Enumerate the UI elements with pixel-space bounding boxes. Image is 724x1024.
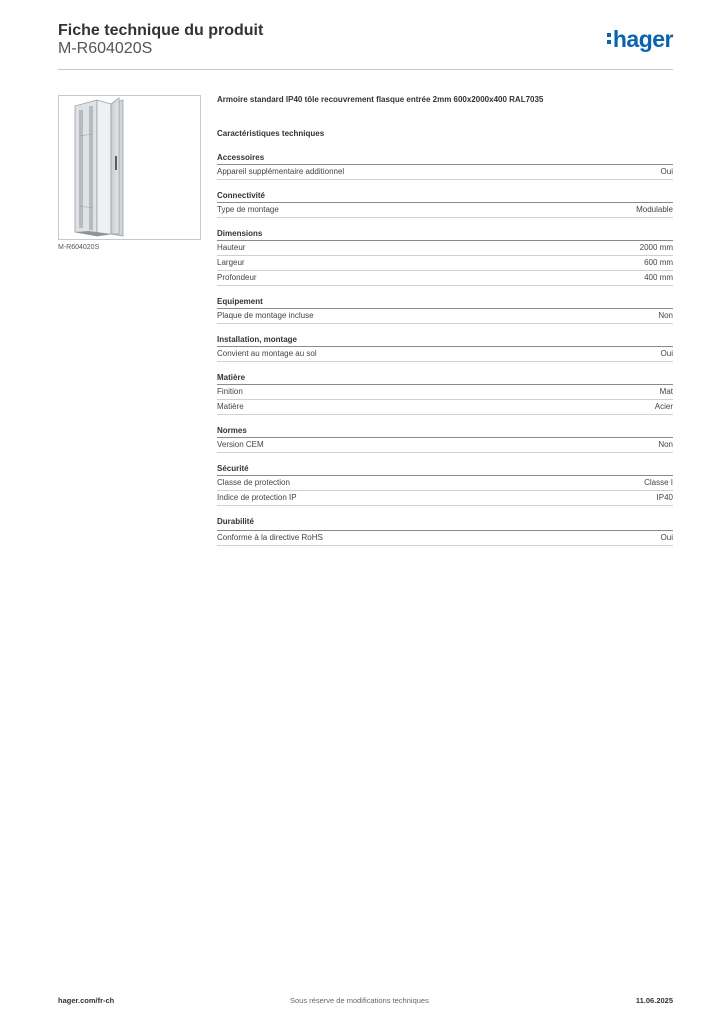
spec-value: Modulable (636, 205, 673, 214)
spec-value: Classe I (644, 478, 673, 487)
spec-group-normes (217, 424, 673, 453)
document-title: Fiche technique du produit (58, 22, 264, 39)
spec-row (217, 531, 673, 546)
footer-date: 11.06.2025 (635, 996, 673, 1005)
footer-notice: Sous réserve de modifications techniques (290, 996, 429, 1005)
spec-row (217, 400, 673, 415)
spec-label: Appareil supplémentaire additionnel (217, 167, 345, 176)
spec-value: 600 mm (644, 258, 673, 267)
spec-row (217, 476, 673, 491)
product-reference: M-R604020S (58, 40, 153, 57)
spec-group-matiere (217, 371, 673, 415)
spec-group-heading: Sécurité (217, 462, 673, 476)
spec-group-heading: Matière (217, 371, 673, 385)
spec-row (217, 438, 673, 453)
page-footer (58, 996, 673, 1012)
spec-group-heading: Accessoires (217, 151, 673, 165)
spec-value: Mat (659, 387, 673, 396)
specifications-title: Caractéristiques techniques (217, 129, 325, 138)
spec-value: Non (658, 440, 673, 449)
spec-label: Profondeur (217, 273, 257, 282)
spec-group-securite (217, 462, 673, 506)
spec-value: Oui (660, 167, 673, 176)
logo-colon-mark (607, 32, 611, 46)
spec-row (217, 491, 673, 506)
spec-row (217, 241, 673, 256)
spec-value: Non (658, 311, 673, 320)
spec-value: Acier (654, 402, 673, 411)
spec-value: IP40 (656, 493, 673, 502)
footer-website: hager.com/fr-ch (58, 996, 115, 1005)
spec-group-connectivite (217, 189, 673, 218)
hager-logo (607, 26, 673, 53)
spec-group-heading: Connectivité (217, 189, 673, 203)
spec-value: 2000 mm (639, 243, 673, 252)
product-description: Armoire standard IP40 tôle recouvrement flasque entrée 2mm 600x2000x400 RAL7035 (217, 95, 544, 104)
spec-label: Classe de protection (217, 478, 290, 487)
spec-row (217, 309, 673, 324)
spec-group-dimensions (217, 227, 673, 286)
spec-row (217, 271, 673, 286)
spec-row (217, 347, 673, 362)
spec-row (217, 203, 673, 218)
spec-group-installation (217, 333, 673, 362)
spec-row (217, 385, 673, 400)
logo-text: hager (612, 26, 673, 52)
spec-group-durabilite (217, 515, 673, 546)
spec-label: Plaque de montage incluse (217, 311, 314, 320)
spec-label: Conforme à la directive RoHS (217, 533, 323, 542)
spec-label: Version CEM (217, 440, 264, 449)
spec-label: Finition (217, 387, 243, 396)
spec-label: Indice de protection IP (217, 493, 297, 502)
spec-label: Hauteur (217, 243, 246, 252)
spec-label: Largeur (217, 258, 245, 267)
spec-value: Oui (660, 533, 673, 542)
product-image-frame (58, 95, 201, 240)
spec-row (217, 256, 673, 271)
spec-group-heading: Equipement (217, 295, 673, 309)
spec-value: 400 mm (644, 273, 673, 282)
cabinet-illustration (59, 96, 200, 239)
spec-group-heading: Dimensions (217, 227, 673, 241)
spec-label: Convient au montage au sol (217, 349, 317, 358)
spec-row (217, 165, 673, 180)
spec-group-equipement (217, 295, 673, 324)
specifications-panel (217, 95, 673, 546)
spec-value: Oui (660, 349, 673, 358)
spec-group-accessoires (217, 151, 673, 180)
spec-group-heading: Installation, montage (217, 333, 673, 347)
spec-group-heading: Normes (217, 424, 673, 438)
spec-group-heading: Durabilité (217, 515, 673, 531)
page-header (58, 20, 673, 70)
spec-label: Type de montage (217, 205, 279, 214)
spec-label: Matière (217, 402, 244, 411)
product-image-caption: M-R604020S (58, 244, 100, 251)
